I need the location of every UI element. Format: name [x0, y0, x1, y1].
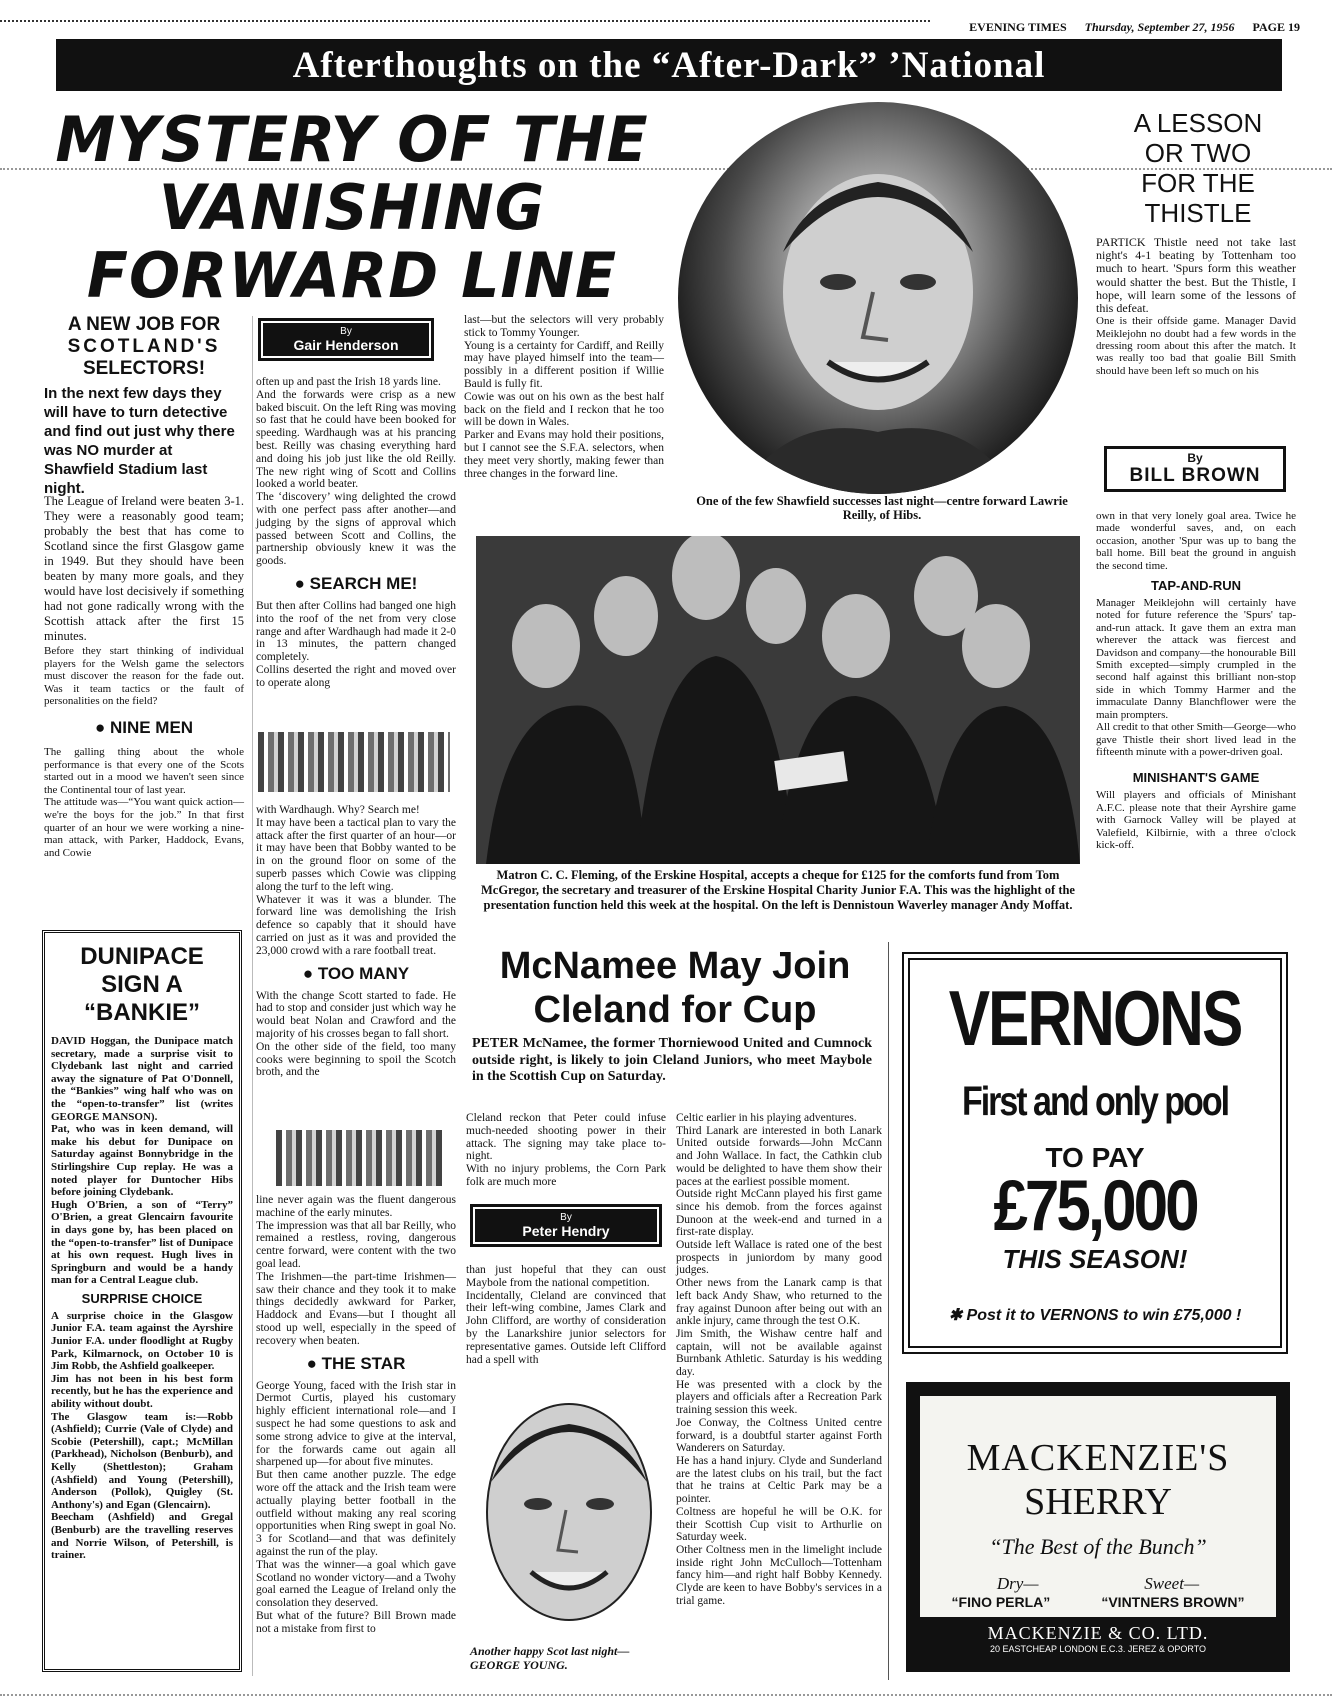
byline-gair-henderson: [258, 318, 434, 361]
mcnamee-headline: [470, 944, 880, 1032]
column-rule: [252, 316, 253, 1676]
vernons-amount: £75,000: [993, 1166, 1197, 1247]
paragraph: Jim has not been in his best form recently, but he has the experience and ability without doubt.: [51, 1372, 233, 1411]
dunipace-headline-line: SIGN A: [101, 971, 183, 998]
headline-line: MYSTERY OF THE: [55, 103, 649, 176]
main-col-2b: [256, 804, 456, 1079]
paragraph: But then after Collins had banged one high into the roof of the net from very close range and after Wardhaugh had made it 2-0 in 13 minutes, the pattern changed completely.: [256, 599, 456, 664]
vintners-label: “VINTNERS BROWN”: [1101, 1594, 1245, 1610]
fino-label: “FINO PERLA”: [951, 1594, 1051, 1610]
headline-line: FORWARD LINE: [86, 239, 618, 312]
paragraph: The Glasgow team is:—Robb (Ashfield); Currie (Vale of Clyde) and Scobie (Petershill), capt.; McMillan (Parkhead), Nicholson (Benburb), and Kelly (Shettleston); Graham (Ashfield) and Young (Petershill), Anderson (Pollok), Quigley (St. Anthony's) and Egan (Glencairn).: [51, 1410, 233, 1511]
paragraph: line never again was the fluent dangerous machine of the early minutes.: [256, 1194, 456, 1219]
paragraph: Manager Meiklejohn will certainly have noted for future reference the 'Spurs' tap-and-run attack. It gave them an extra man wherever the attack was fiercest and Davidson and company—the honourable Bill Smith excepted—simply crumpled in the second half against this brilliant non-stop side in which Tommy Harmer and the immaculate Danny Blanchflower were the main prompters.: [1096, 597, 1296, 721]
paragraph: But what of the future? Bill Brown made not a mistake from first to: [256, 1609, 456, 1635]
paragraph: PARTICK Thistle need not take last night's 4-1 beating by Tottenham too much to heart. 'Spurs form this weather would shatter the best. But the Thistle, I hope, will learn some of the lessons of this defeat.: [1096, 235, 1296, 316]
paragraph: Outside left Wallace is rated one of the best prospects in juniordom by many good judges.: [676, 1239, 882, 1277]
paragraph: All credit to that other Smith—George—who gave Thistle their short lived lead in the fifteenth minute with a power-driven goal.: [1096, 721, 1296, 758]
kicker: [44, 314, 244, 380]
sweet-label: Sweet—: [1144, 1574, 1200, 1593]
banner-headline: Afterthoughts on the “After-Dark” ’National: [56, 39, 1282, 91]
paragraph: The ‘discovery’ wing delighted the crowd with one perfect pass after another—and judging by the signs of approval which passed between Scott and Collins, the partnership obviously knew it was the goods.: [256, 491, 456, 568]
lesson-headline-line: A LESSON: [1133, 108, 1263, 138]
byline-name: BILL BROWN: [1129, 465, 1261, 486]
lesson-headline-line: FOR THE: [1141, 168, 1255, 198]
football-cartoon-2: [276, 1130, 446, 1186]
paragraph: Cowie was out on his own as the best half back on the field and I reckon that he too will be down in Wales.: [464, 390, 664, 429]
mackenzie-advert: [906, 1382, 1290, 1672]
main-col-2c: [256, 1194, 456, 1636]
reilly-caption: One of the few Shawfield successes last night—centre forward Lawrie Reilly, of Hibs.: [696, 494, 1068, 522]
paragraph: It may have been a tactical plan to vary the attack after the first quarter of an hour—or it may have been that Bobby wanted to be in on the ground floor on some of the superb passes which Cowie was clipping along the turf to the left wing.: [256, 816, 456, 893]
paragraph: Hugh O'Brien, a son of “Terry” O'Brien, a great Glencairn favourite in days gone by, has been placed on the “open-to-transfer” list of Dunipace at his own request. Hugh lives in Springburn and would be a handy man for a Central League club.: [51, 1198, 233, 1287]
paragraph: The galling thing about the whole performance is that every one of the Scots started out in a mood we haven't seen since the Continental tour of last year.: [44, 745, 244, 796]
vernons-line3: THIS SEASON!: [1002, 1244, 1188, 1274]
paragraph: The Irishmen—the part-time Irishmen—saw their chance and they took it to make things decidedly awkward for Parker, Haddock and Evans—but I thought all stood up well, especially in the speed of recovery when beaten.: [256, 1270, 456, 1347]
dunipace-headline: [51, 943, 233, 1027]
paragraph: The impression was that all bar Reilly, who remained a restless, roving, dangerous centre forward, were content with the two goal lead.: [256, 1219, 456, 1270]
subhead: ● NINE MEN: [94, 717, 194, 737]
mackenzie-slogan: “The Best of the Bunch”: [989, 1534, 1207, 1559]
paragraph: Beecham (Ashfield) and Gregal (Benburb) are the travelling reserves and Norrie Wilson, of Petershill, is trainer.: [51, 1511, 233, 1562]
vernons-footer: ✱ Post it to VERNONS to win £75,000 !: [948, 1307, 1242, 1324]
paragraph: Collins deserted the right and moved over to operate along: [256, 663, 456, 689]
byline-peter-hendry: [470, 1204, 662, 1247]
kicker-line: A NEW JOB FOR: [67, 314, 221, 335]
football-cartoon-1: [258, 732, 450, 792]
paragraph: He was presented with a clock by the players and officials after a Recreation Park training session this week.: [676, 1378, 882, 1417]
dunipace-headline-line: “BANKIE”: [83, 999, 200, 1026]
mackenzie-title2: SHERRY: [1024, 1481, 1172, 1523]
paragraph: Celtic earlier in his playing adventures.: [676, 1112, 857, 1124]
main-col-1: [44, 494, 244, 859]
byline-by: By: [1187, 451, 1203, 465]
headline-line: VANISHING: [158, 171, 546, 244]
mackenzie-types: [920, 1574, 1276, 1594]
bottom-rule: [0, 1694, 1332, 1696]
paragraph: With the change Scott started to fade. He had to stop and consider just which way he would beat Nolan and Crawford and the majority of his crosses began to fall short.: [256, 989, 456, 1040]
subhead: SURPRISE CHOICE: [81, 1290, 203, 1306]
vernons-line2: TO PAY: [1045, 1142, 1145, 1173]
lesson-col-a: [1096, 236, 1296, 377]
lesson-headline-line: THISTLE: [1144, 198, 1252, 228]
paragraph: last—but the selectors will very probably stick to Tommy Younger.: [464, 314, 664, 339]
mcnamee-headline-line: Cleland for Cup: [533, 989, 817, 1031]
subhead-text: THE STAR: [321, 1353, 406, 1373]
lesson-headline: [1098, 108, 1298, 228]
column-rule: [888, 942, 889, 1680]
portrait-graphic: [678, 102, 1078, 494]
paragraph: Jim Smith, the Wishaw centre half and captain, will not be available against Burnbank Athletic. Saturday is his wedding day.: [676, 1327, 882, 1379]
paragraph: Whatever it was it was a blunder. The forward line was demolishing the Irish defence so capably that it should have carried on just as it was and provided the 23,000 crowd with a rare football treat.: [256, 893, 456, 957]
dunipace-headline-line: DUNIPACE: [80, 943, 204, 970]
lesson-col-b: [1096, 510, 1296, 851]
mcnamee-col-1: [466, 1112, 666, 1189]
reilly-photo: [678, 102, 1078, 494]
young-graphic: [476, 1392, 662, 1642]
paragraph: Parker and Evans may hold their positions, but I cannot see the S.F.A. selectors, when they meet very shortly, making fewer than three changes in the forward line.: [464, 429, 664, 480]
mackenzie-company-strip: [920, 1617, 1276, 1658]
paragraph: Pat, who was in keen demand, will make his debut for Dunipace on Saturday against Bonnybridge in the Stirlingshire Cup replay. He was a noted player for Duntocher Hibs before joining Clydebank.: [51, 1123, 233, 1199]
paragraph: Young is a certainty for Cardiff, and Reilly may have played himself into the team—possibly in a different position if Willie Bauld is fully fit.: [464, 339, 664, 390]
paragraph: On the other side of the field, too many cooks were beginning to spoil the Scotch broth, and the: [256, 1040, 456, 1079]
group-caption: Matron C. C. Fleming, of the Erskine Hospital, accepts a cheque for £125 for the comforts fund from Tom McGregor, the secretary and treasurer of the Erskine Hospital Charity Junior F.A. This was the highlight of the presentation function held this week at the hospital. On the left is Dennistoun Waverley manager Andy Moffat.: [481, 868, 1075, 912]
vernons-line1: First and only pool: [961, 1079, 1229, 1125]
paragraph: A surprise choice in the Glasgow Junior F.A. team against the Ayrshire Junior F.A. under floodlight at Rugby Park, Kilmarnock, on October 10 is Jim Robb, the Ashfield goalkeeper.: [51, 1309, 233, 1373]
paragraph: DAVID Hoggan, the Dunipace match secretary, made a surprise visit to Clydebank last night and carried away the signature of Pat O'Donnell, the “Bankies” wing half who was on the “open-to-transfer” list (writes GEORGE MANSON).: [51, 1035, 233, 1123]
paragraph: Other Coltness men in the limelight include inside right John McCulloch—Tottenham fancy him—and right half Bobby Kennedy. Clyde are keen to have Bobby's services in a trial game.: [676, 1543, 882, 1607]
paragraph: with Wardhaugh. Why? Search me!: [256, 804, 420, 816]
subhead: MINISHANT'S GAME: [1132, 770, 1260, 786]
paragraph: than just hopeful that they can oust Maybole from the national competition.: [466, 1264, 666, 1289]
mcnamee-intro: PETER McNamee, the former Thorniewood United and Cumnock outside right, is likely to join Cleland Juniors, who meet Maybole in the Scottish Cup on Saturday.: [472, 1036, 872, 1085]
subhead-text: NINE MEN: [109, 717, 194, 737]
vernons-frame: [908, 958, 1282, 1348]
byline-name: Peter Hendry: [522, 1223, 610, 1239]
top-rule: [0, 20, 930, 22]
mackenzie-address: 20 EASTCHEAP LONDON E.C.3. JEREZ & OPORTO: [989, 1644, 1207, 1654]
subhead: ● TOO MANY: [302, 963, 410, 983]
young-caption: Another happy Scot last night—GEORGE YOUNG.: [470, 1644, 630, 1672]
paragraph: But then came another puzzle. The edge wore off the attack and the Irish team were actually playing better football in the outfield without making any real scoring opportunities when Ring swept in goal No. 3 for Scotland—and that was definitely against the run of the play.: [256, 1469, 456, 1558]
vernons-advert: [902, 952, 1288, 1354]
paragraph: That was the winner—a goal which gave Scotland no wonder victory—and a Twohy goal earned the League of Ireland only the consolation they deserved.: [256, 1558, 456, 1610]
paragraph: One is their offside game. Manager David Meiklejohn no doubt had a few words in the dressing room about this after the match. It was really too bad that goalie Bill Smith should have been left so much on his: [1096, 315, 1296, 377]
mcnamee-headline-line: McNamee May Join: [499, 945, 851, 987]
mcnamee-col-1b: [466, 1264, 666, 1366]
paragraph: The attitude was—“You want quick action—we're the boys for the job.” In that first quarter of an hour we were working a nine-man attack, with Parker, Haddock, Evans, and Cowie: [44, 796, 244, 859]
byline-by: By: [560, 1212, 572, 1223]
mackenzie-panel: [920, 1396, 1276, 1658]
george-young-photo: [476, 1392, 662, 1642]
dry-label: Dry—: [996, 1574, 1039, 1593]
mcnamee-col-2: [676, 1112, 882, 1607]
lesson-headline-line: OR TWO: [1144, 138, 1252, 168]
main-headline: [42, 103, 663, 312]
group-graphic: [476, 536, 1080, 864]
story-intro: In the next few days they will have to turn detective and find out just why there was NO murder at Shawfield Stadium last night.: [44, 385, 235, 497]
subhead: TAP-AND-RUN: [1150, 578, 1242, 594]
byline-by: By: [340, 326, 352, 337]
paragraph: Before they start thinking of individual players for the Welsh game the selectors must discover the reason for the fade out. Was it team tactics or the fault of personalities on the field?: [44, 645, 244, 708]
issue-date: Thursday, September 27, 1956: [1084, 19, 1235, 34]
paragraph: Coltness are hopeful he will be O.K. for their Scottish Cup visit to Arthurlie on Saturday week.: [676, 1505, 882, 1544]
paragraph: He has a hand injury. Clyde and Sunderland are the latest clubs on his trail, but the fact that he trains at Celtic Park may be a pointer.: [676, 1454, 882, 1506]
page-number: PAGE 19: [1252, 19, 1300, 34]
mackenzie-company: MACKENZIE & CO. LTD.: [987, 1623, 1209, 1643]
kicker-line: SCOTLAND'S: [67, 336, 221, 357]
subhead-text: TOO MANY: [317, 963, 410, 983]
paragraph: Incidentally, Cleland are convinced that their left-wing combine, James Clark and John Clifford, are worthy of consideration by the Lanarkshire junior selectors for representative games. Outside left Clifford had a spell with: [466, 1289, 666, 1366]
paragraph: own in that very lonely goal area. Twice he made wonderful saves, and, on each occasion, another 'Spur was up to bang the ball home. Bill beat the ground in anguish the second time.: [1096, 510, 1296, 572]
paragraph: Third Lanark are interested in both Lanark United outside forwards—John McCann and John Wallace. In fact, the Cathkin club would be delighted to have them show their paces at the earliest possible moment.: [676, 1124, 882, 1188]
paragraph: Other news from the Lanark camp is that left back Andy Shaw, who returned to the fray against Dunoon after being out with an ankle injury, came through the test O.K.: [676, 1277, 882, 1328]
mackenzie-brands: [920, 1594, 1276, 1610]
paragraph: The League of Ireland were beaten 3-1. They were a reasonably good team; probably the best that has come to Scotland since the first Glasgow game in 1949. But they should have been beaten by many more goals, and they would have lost decisively if something had not gone radically wrong with the Scottish attack after the first 15 minutes.: [44, 494, 244, 643]
dunipace-box: [42, 930, 242, 1672]
byline-bill-brown: [1104, 446, 1286, 492]
paragraph: Outside right McCann played his first game since his demob. from the forces against Dunoon at the week-end and turned in a first-rate display.: [676, 1188, 882, 1239]
paragraph: often up and past the Irish 18 yards line.: [256, 376, 441, 388]
subhead: ● THE STAR: [306, 1353, 406, 1373]
subhead-text: SEARCH ME!: [309, 573, 418, 593]
vernons-brand: VERNONS: [948, 976, 1242, 1063]
paragraph: With no injury problems, the Corn Park folk are much more: [466, 1163, 666, 1188]
paragraph: Cleland reckon that Peter could infuse much-needed shooting power in their attack. The signing may take place to-night.: [466, 1112, 666, 1163]
paragraph: Will players and officials of Minishant A.F.C. please note that their Ayrshire game with Garnock Valley will be played at Valefield, Kilbirnie, with a three o'clock kick-off.: [1096, 789, 1296, 851]
main-col-3: [464, 314, 664, 480]
mackenzie-title1: MACKENZIE'S: [966, 1437, 1230, 1479]
paragraph: George Young, faced with the Irish star in Dermot Curtis, played his customary highly efficient international role—and I suspect he had some questions to ask and some strong advice to give at the interval, for the forwards came out again all sharpened up—for about five minutes.: [256, 1379, 456, 1469]
paper-name: EVENING TIMES: [969, 19, 1067, 34]
main-col-2: [256, 376, 456, 690]
erskine-group-photo: [476, 536, 1080, 864]
paragraph: Joe Conway, the Coltness United centre forward, is a doubtful starter against Forth Wanderers on Saturday.: [676, 1416, 882, 1455]
kicker-line: SELECTORS!: [82, 358, 206, 379]
paragraph: And the forwards were crisp as a new baked biscuit. On the left Ring was moving so fast that he could have been booked for speeding. Wardhaugh was at his prancing best. Reilly was chasing everything hard and doing his job just like the old Reilly. The new right wing of Scott and Collins looked a world beater.: [256, 388, 456, 491]
byline-name: Gair Henderson: [293, 337, 399, 353]
subhead: ● SEARCH ME!: [294, 573, 418, 593]
